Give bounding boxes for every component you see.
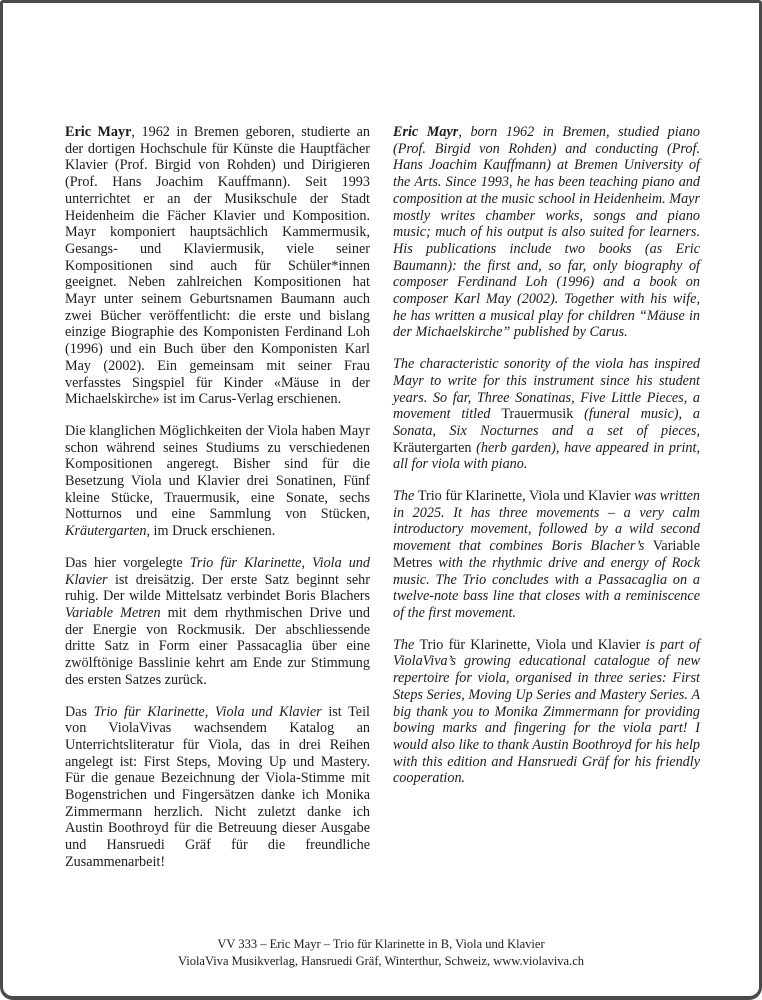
en-paragraph-biography (393, 124, 700, 341)
text-segment: Variable Metren (65, 604, 161, 621)
text-segment: Trio für Klarinette, Viola und Klavier (65, 554, 370, 588)
german-text-column (65, 124, 370, 871)
text-segment: was written in 2025. It has three movements – a very calm introductory movement, followed by a wild second movement that combines Boris Blacher’s (393, 488, 701, 555)
text-segment: Kräutergarten (65, 523, 147, 540)
text-segment: Eric Mayr (393, 124, 459, 140)
text-segment: , im Druck erschienen. (146, 523, 276, 540)
de-paragraph-acknowledgements (65, 704, 370, 871)
english-text-column (393, 124, 700, 871)
page-content (65, 124, 700, 871)
de-paragraph-trio-description (65, 555, 370, 689)
text-segment: ist dreisätzig. Der erste Satz beginnt sehr ruhig. Der wilde Mittelsatz verbindet Boris Blachers (65, 571, 370, 605)
footer-publisher-line: ViolaViva Musikverlag, Hansruedi Gräf, Winterthur, Schweiz, www.violaviva.ch (177, 953, 585, 968)
text-segment: , born 1962 in Bremen, studied piano (Prof. Birgid von Rohden) and conducting (Prof. Hans Joachim Kauffmann) at Bremen University of the Arts. Since 1993, he has been teaching piano and composition at the music school in Heidenheim. Mayr mostly writes chamber works, songs and piano music; much of his output is also suited for learners. His publications include two books (as Eric Baumann): the first and, so far, only biography of composer Ferdinand Loh (1996) and a book on composer Karl May (2002). Together with his wife, he has written a musical play for children “Mäuse in der Michaelskirche” published by Carus. (393, 124, 700, 341)
text-segment: Eric Mayr (65, 124, 132, 140)
text-segment: Das (65, 703, 94, 720)
text-segment: (funeral music), a Sonata, Six Nocturnes and a set of pieces, (393, 406, 700, 439)
text-segment: Trio für Klarinette, Viola und Klavier (419, 636, 641, 653)
en-paragraph-viola-works (393, 356, 700, 473)
text-segment: Kräutergarten (393, 439, 472, 456)
en-paragraph-trio-description (393, 488, 700, 622)
de-paragraph-biography (65, 124, 370, 408)
text-segment: is part of ViolaViva’s growing educational catalogue of new repertoire for viola, organised in three series: First Steps Series, Moving Up Series and Mastery Series. A big thank you to Monika Zimmermann for providing bowing marks and fingering for the viola part! I would also like to thank Austin Boothroyd for his help with this edition and Hansruedi Gräf for his friendly cooperation. (393, 636, 701, 787)
text-segment: The characteristic sonority of the viola has inspired Mayr to write for this instrument since his student years. So far, Three Sonatinas, Five Little Pieces, a movement titled (393, 356, 700, 423)
text-segment: with the rhythmic drive and energy of Rock music. The Trio concludes with a Passacaglia on a twelve-note bass line that closes with a reminiscence of the first movement. (393, 554, 700, 621)
text-segment: Trio für Klarinette, Viola und Klavier (93, 703, 322, 720)
page-footer (3, 936, 759, 969)
text-segment: The (393, 488, 418, 505)
footer-edition-line: VV 333 – Eric Mayr – Trio für Klarinette in B, Viola und Klavier (217, 937, 545, 951)
text-segment: (herb garden), have appeared in print, all for viola with piano. (393, 439, 700, 473)
text-segment: Das hier vorgelegte (65, 554, 190, 571)
text-segment: , 1962 in Bremen geboren, studierte an der dortigen Hochschule für Künste die Hauptfächer Klavier (Prof. Birgid von Rohden) und Dirigieren (Prof. Hans Joachim Kauffmann). Seit 1993 unterrichtet er an der Musikschule der Stadt Heidenheim die Fächer Klavier und Komposition. Mayr komponiert hauptsächlich Kammermusik, Gesangs- und Klaviermusik, viele seiner Kompositionen sind auch für Schüler*innen geeignet. Neben zahlreichen Kompositionen hat Mayr unter seinem Geburtsnamen Baumann auch zwei Bücher veröffentlicht: die erste und bislang einzige Biographie des Komponisten Ferdinand Loh (1996) und ein Buch über den Komponisten Karl May (2002). Ein gemeinsam mit seiner Frau verfasstes Singspiel für Kinder «Mäuse in der Michaelskirche» ist im Carus-Verlag erschienen. (65, 124, 371, 408)
text-segment: Die klanglichen Möglichkeiten der Viola haben Mayr schon während seines Studiums zu verschiedenen Kompositionen angeregt. Bisher sind für die Besetzung Viola und Klavier drei Sonatinen, Fünf kleine Stücke, Trauermusik, eine Sonate, sechs Notturnos und eine Sammlung von Stücken, (65, 422, 370, 523)
text-segment: Variable Metres (393, 538, 700, 571)
text-segment: mit dem rhythmischen Drive und der Energie von Rockmusik. Der abschliessende dritte Satz in Form einer Passacaglia über eine zwölftönige Basslinie kehrt am Ende zur Stimmung des ersten Satzes zurück. (65, 604, 370, 688)
text-segment: Trio für Klarinette, Viola und Klavier (417, 488, 631, 505)
text-segment: Trauermusik (501, 406, 574, 423)
de-paragraph-viola-works (65, 423, 370, 540)
en-paragraph-acknowledgements (393, 637, 700, 787)
text-segment: The (393, 636, 420, 653)
text-segment: ist Teil von ViolaVivas wachsendem Katalog an Unterrichtsliteratur für Viola, das in drei Reihen angelegt ist: First Steps, Moving Up und Mastery. Für die genaue Bezeichnung der Viola-Stimme mit Bogenstrichen und Fingersätzen danke ich Monika Zimmermann herzlich. Nicht zuletzt danke ich Austin Boothroyd für die Betreuung dieser Ausgabe und Hansruedi Gräf für die freundliche Zusammenarbeit! (65, 703, 370, 870)
